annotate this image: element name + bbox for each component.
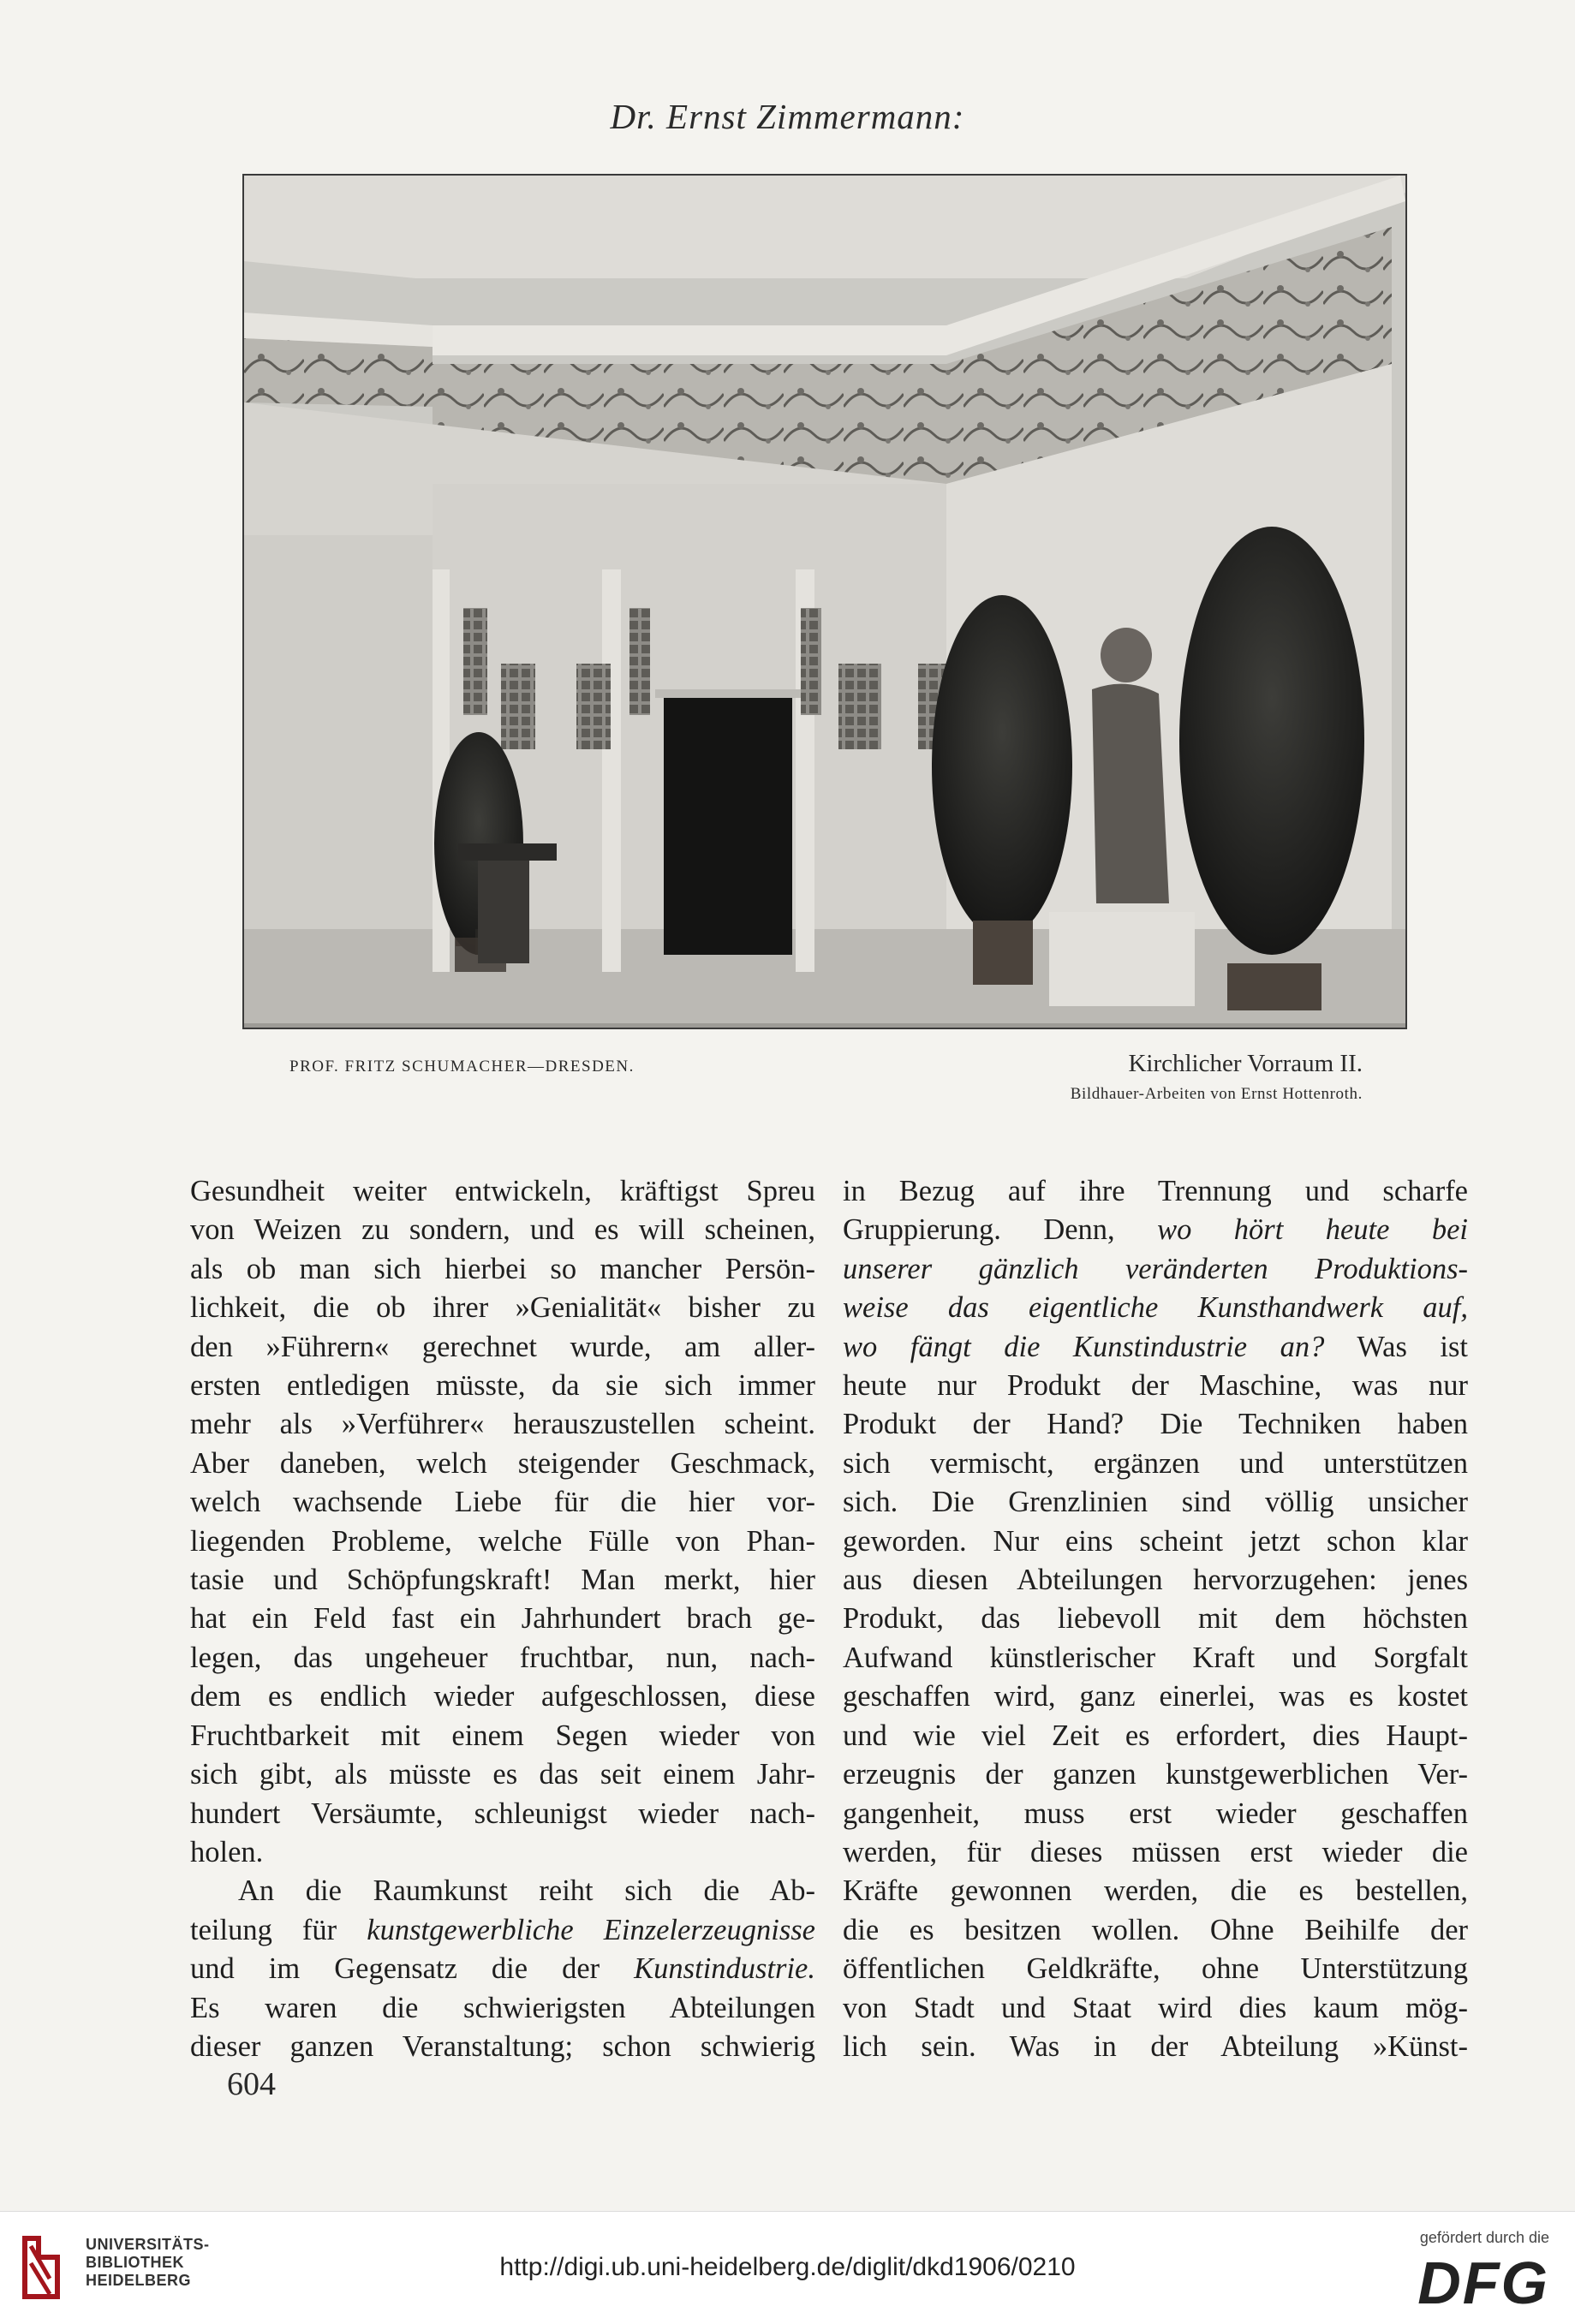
text-line: Es waren die schwierigsten Abteilungen: [190, 1991, 815, 2024]
text-line: ersten entledigen müsste, da sie sich immer: [190, 1369, 815, 1403]
italic-term: Kunstindustrie.: [634, 1952, 815, 1986]
text-line: als ob man sich hierbei so mancher Persön-: [190, 1252, 815, 1285]
right-text-column: [843, 1172, 1468, 2066]
plate-caption-artist: PROF. FRITZ SCHUMACHER—DRESDEN.: [289, 1058, 635, 1076]
text-line: holen.: [190, 1835, 264, 1868]
viewer-footer: [0, 2211, 1575, 2324]
text-line: legen, das ungeheuer fruchtbar, nun, nach-: [190, 1641, 815, 1674]
text-line: Aufwand künstlerischer Kraft und Sorgfalt: [843, 1641, 1468, 1674]
photo-plate: [242, 174, 1407, 1029]
text-line: [843, 1250, 1468, 1289]
text-line: Kräfte gewonnen werden, die es bestellen,: [843, 1874, 1468, 1908]
text-line: Aber daneben, welch steigender Geschmack,: [190, 1446, 815, 1480]
text-line: geworden. Nur eins scheint jetzt schon klar: [843, 1524, 1468, 1558]
text-line: von Weizen zu sondern, und es will scheinen,: [190, 1213, 815, 1247]
library-name-line: BIBLIOTHEK: [86, 2254, 184, 2271]
italic-phrase: wo hört heute bei: [1157, 1213, 1468, 1247]
text-line: An die Raumkunst reiht sich die Ab-: [238, 1874, 815, 1908]
text-line: Produkt, das liebevoll mit dem höchsten: [843, 1602, 1468, 1636]
text-line: dem es endlich wieder aufgeschlossen, diese: [190, 1680, 815, 1713]
left-text-column: [190, 1172, 815, 2066]
text-line: tasie und Schöpfungskraft! Man merkt, hier: [190, 1564, 815, 1597]
text-line: [190, 1950, 815, 1988]
text-line: in Bezug auf ihre Trennung und scharfe: [843, 1175, 1468, 1207]
text-line: aus diesen Abteilungen hervorzugehen: jenes: [843, 1564, 1468, 1597]
running-head: Dr. Ernst Zimmermann:: [610, 97, 965, 136]
text-line: hundert Versäumte, schleunigst wieder nach-: [190, 1797, 815, 1830]
text-line: hat ein Feld fast ein Jahrhundert brach ge-: [190, 1602, 815, 1636]
text-run: Gruppierung. Denn,: [843, 1213, 1158, 1247]
text-line: lichkeit, die ob ihrer »Genialität« bisher zu: [190, 1291, 815, 1325]
text-line: Fruchtbarkeit mit einem Segen wieder von: [190, 1719, 815, 1752]
text-line: lich sein. Was in der Abteilung »Künst-: [843, 2029, 1468, 2063]
permalink-url[interactable]: http://digi.ub.uni-heidelberg.de/diglit/dkd1906/0210: [499, 2253, 1076, 2281]
text-run: teilung für: [190, 1913, 367, 1946]
plate-caption-title: Kirchlicher Vorraum II.: [1128, 1050, 1363, 1077]
library-name-line: HEIDELBERG: [86, 2272, 192, 2289]
text-line: die es besitzen wollen. Ohne Beihilfe der: [843, 1913, 1468, 1946]
text-line: Gesundheit weiter entwickeln, kräftigst Spreu: [190, 1175, 815, 1207]
text-line: mehr als »Verführer« herauszustellen scheint.: [190, 1408, 815, 1441]
text-line: erzeugnis der ganzen kunstgewerblichen Ver-: [843, 1758, 1468, 1791]
funding-note: gefördert durch die: [1419, 2229, 1549, 2246]
italic-phrase: unserer gänzlich veränderten Produktions-: [843, 1252, 1468, 1285]
text-run: und im Gegensatz die der: [190, 1952, 635, 1986]
library-name-line: UNIVERSITÄTS-: [86, 2236, 210, 2253]
text-line: [190, 1911, 815, 1950]
italic-phrase: wo fängt die Kunstindustrie an?: [843, 1330, 1325, 1363]
text-line: [843, 1328, 1468, 1367]
text-line: werden, für dieses müssen erst wieder die: [843, 1835, 1468, 1868]
text-line: liegenden Probleme, welche Fülle von Phan-: [190, 1524, 815, 1558]
text-line: dieser ganzen Veranstaltung; schon schwierig: [190, 2029, 815, 2063]
text-line: geschaffen wird, ganz einerlei, was es kostet: [843, 1680, 1468, 1713]
church-vestibule-photo: [244, 176, 1405, 1028]
text-line: den »Führern« gerechnet wurde, am aller-: [190, 1330, 815, 1363]
text-line: und wie viel Zeit es erfordert, dies Haupt-: [843, 1719, 1468, 1752]
text-line: sich gibt, als müsste es das seit einem Jahr-: [190, 1758, 815, 1791]
text-line: heute nur Produkt der Maschine, was nur: [843, 1369, 1468, 1403]
text-run: Was ist: [1324, 1330, 1469, 1363]
italic-phrase: weise das eigentliche Kunsthandwerk auf,: [843, 1291, 1468, 1325]
text-line: [843, 1211, 1468, 1249]
plate-caption-credit: Bildhauer-Arbeiten von Ernst Hottenroth.: [1070, 1085, 1363, 1103]
text-line: sich. Die Grenzlinien sind völlig unsicher: [843, 1486, 1468, 1519]
text-line: sich vermischt, ergänzen und unterstützen: [843, 1446, 1468, 1480]
text-line: [843, 1289, 1468, 1327]
italic-term: kunstgewerbliche Einzelerzeugnisse: [367, 1913, 815, 1946]
text-line: öffentlichen Geldkräfte, ohne Unterstützung: [843, 1952, 1468, 1986]
plate-caption: [1071, 1050, 1363, 1104]
text-line: gangenheit, muss erst wieder geschaffen: [843, 1797, 1468, 1830]
text-line: Produkt der Hand? Die Techniken haben: [843, 1408, 1468, 1441]
text-line: von Stadt und Staat wird dies kaum mög-: [843, 1991, 1468, 2024]
page-number: 604: [227, 2066, 276, 2102]
text-line: welch wachsende Liebe für die hier vor-: [190, 1486, 815, 1519]
dfg-logo[interactable]: DFG: [1417, 2250, 1549, 2316]
